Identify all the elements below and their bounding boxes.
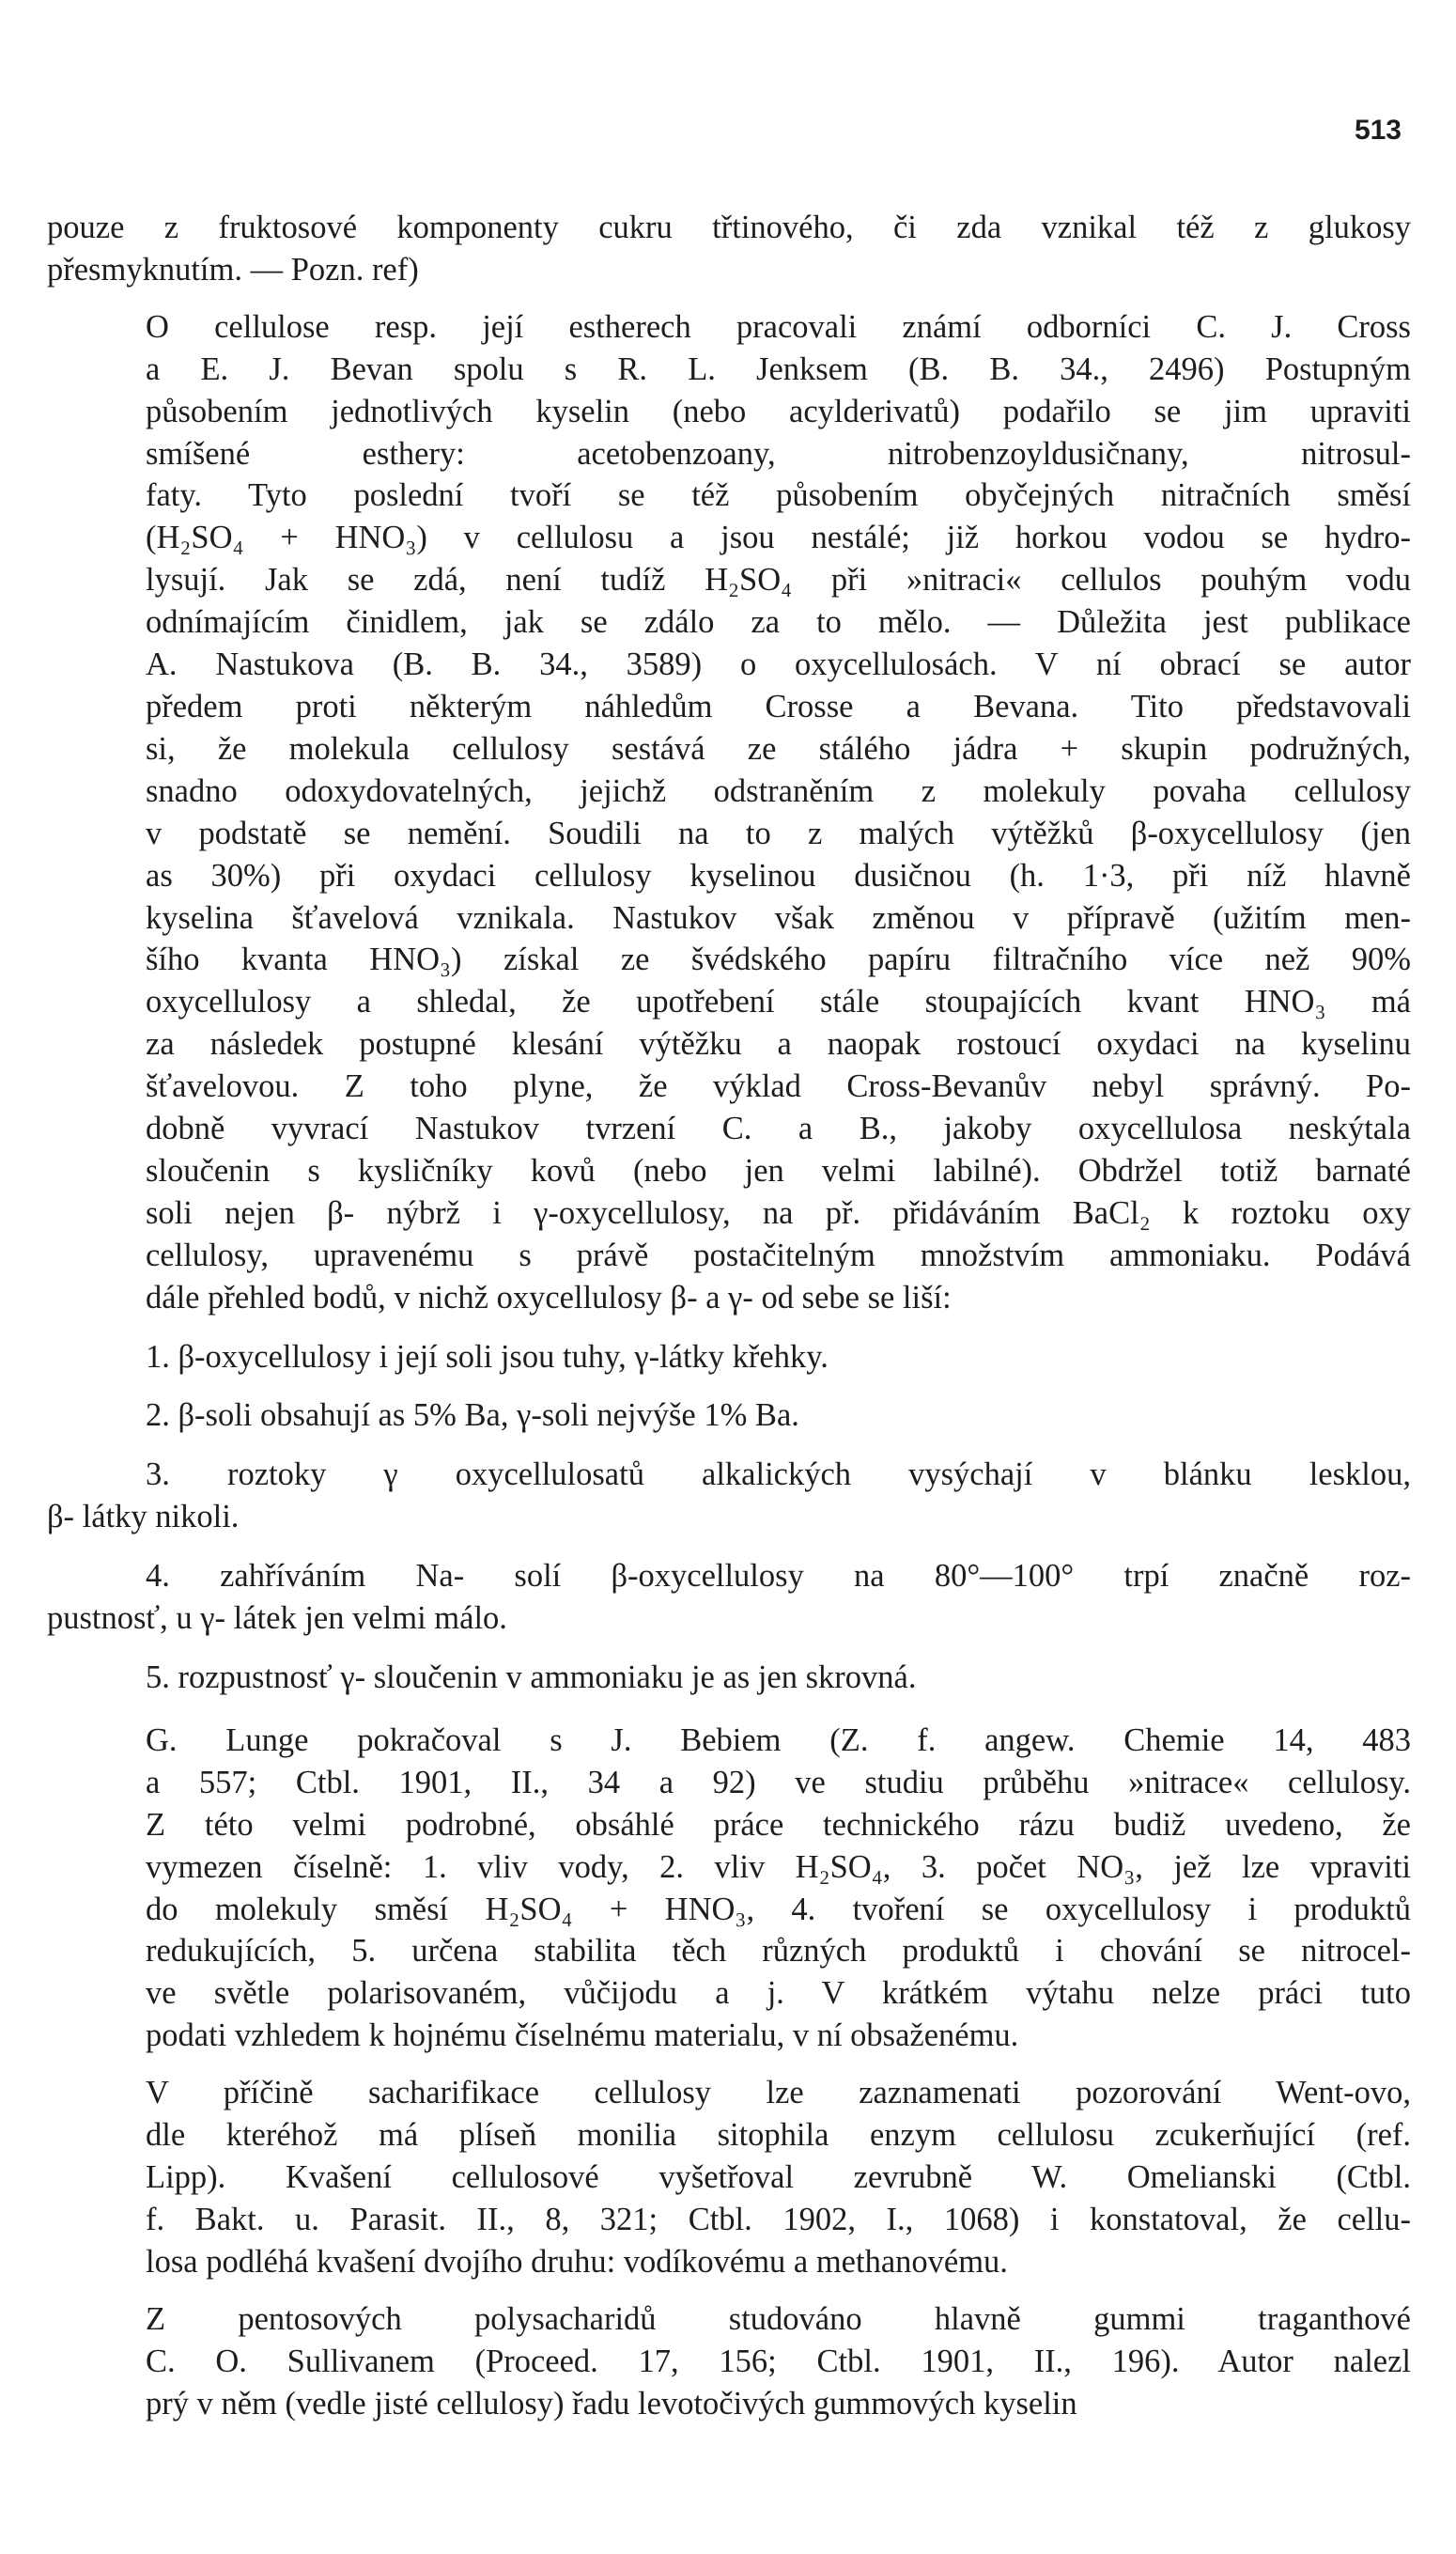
list-item-line: 3. roztoky γ oxycellulosatů alkalických vysýchají v blánku lesklou, xyxy=(146,1456,1411,1493)
text-line: šího kvanta HNO₃) získal ze švédského papíru filtračního více než 90% xyxy=(146,942,1411,978)
page-text xyxy=(47,207,1411,2424)
list-item-line: 2. β-soli obsahují as 5% Ba, γ-soli nejvýše 1% Ba. xyxy=(146,1397,799,1434)
text-line: do molekuly směsí H₂SO₄ + HNO₃, 4. tvoření se oxycellulosy i produktů xyxy=(146,1891,1411,1927)
list-item-line: β- látky nikoli. xyxy=(47,1499,240,1535)
text-line: pouze z fruktosové komponenty cukru třtinového, či zda vznikal též z glukosy xyxy=(47,210,1411,245)
paragraph-2 xyxy=(47,306,1411,1319)
text-line: odnímajícím činidlem, jak se zdálo za to mělo. — Důležita jest publikace xyxy=(146,604,1411,641)
list-item xyxy=(47,1394,1411,1437)
text-line: G. Lunge pokračoval s J. Bebiem (Z. f. angew. Chemie 14, 483 xyxy=(146,1721,1411,1758)
list-item-line: 5. rozpustnosť γ- sloučenin v ammoniaku je as jen skrovná. xyxy=(146,1659,917,1695)
text-line: lysují. Jak se zdá, není tudíž H₂SO₄ při »nitraci« cellulos pouhým vodu xyxy=(146,562,1411,599)
text-line: losa podléhá kvašení dvojího druhu: vodíkovému a methanovému. xyxy=(146,2243,1008,2280)
text-line: dále přehled bodů, v nichž oxycellulosy β- a γ- od sebe se liší: xyxy=(146,1279,952,1316)
text-line: V příčině sacharifikace cellulosy lze zaznamenati pozorování Went-ovo, xyxy=(146,2075,1411,2111)
text-line: oxycellulosy a shledal, že upotřebení stále stoupajících kvant HNO₃ má xyxy=(146,984,1411,1020)
text-line: snadno odoxydovatelných, jejichž odstraněním z molekuly povaha cellulosy xyxy=(146,772,1411,809)
text-line: si, že molekula cellulosy sestává ze stálého jádra + skupin podružných, xyxy=(146,730,1411,767)
text-line: redukujících, 5. určena stabilita těch různých produktů i chování se nitrocel- xyxy=(146,1933,1411,1970)
paragraph-4 xyxy=(47,2072,1411,2283)
list-item xyxy=(47,1336,1411,1378)
text-line: šťavelovou. Z toho plyne, že výklad Cross-Bevanův nebyl správný. Po- xyxy=(146,1068,1411,1105)
page-number: 513 xyxy=(1354,115,1402,146)
text-line: (H₂SO₄ + HNO₃) v cellulosu a jsou nestálé; již horkou vodou se hydro- xyxy=(146,520,1411,556)
text-line: O cellulose resp. její estherech pracovali známí odborníci C. J. Cross xyxy=(146,308,1411,345)
paragraph-5 xyxy=(47,2298,1411,2425)
list-item xyxy=(47,1454,1411,1538)
text-line: prý v něm (vedle jisté cellulosy) řadu levotočivých gummových kyselin xyxy=(146,2385,1077,2422)
property-list xyxy=(47,1336,1411,1699)
list-item-line: 4. zahříváním Na- solí β-oxycellulosy na 80°—100° trpí značně roz- xyxy=(146,1558,1411,1595)
text-line: dobně vyvrací Nastukov tvrzení C. a B., jakoby oxycellulosa neskýtala xyxy=(146,1111,1411,1147)
text-line: Z této velmi podrobné, obsáhlé práce technického rázu budiž uvedeno, že xyxy=(146,1806,1411,1843)
text-line: vymezen číselně: 1. vliv vody, 2. vliv H₂SO₄, 3. počet NO₃, jež lze vpraviti xyxy=(146,1848,1411,1885)
text-line: kyselina šťavelová vznikala. Nastukov však změnou v přípravě (užitím men- xyxy=(146,899,1411,936)
text-line: a 557; Ctbl. 1901, II., 34 a 92) ve studiu průběhu »nitrace« cellulosy. xyxy=(146,1764,1411,1800)
text-line: Lipp). Kvašení cellulosové vyšetřoval zevrubně W. Omelianski (Ctbl. xyxy=(146,2158,1411,2195)
text-line: A. Nastukova (B. B. 34., 3589) o oxycellulosách. V ní obrací se autor xyxy=(146,646,1411,683)
list-item-line: 1. β-oxycellulosy i její soli jsou tuhy, γ-látky křehky. xyxy=(146,1338,829,1375)
text-line: sloučenin s kysličníky kovů (nebo jen velmi labilné). Obdržel totiž barnaté xyxy=(146,1152,1411,1189)
text-line: přesmyknutím. — Pozn. ref) xyxy=(47,251,419,288)
text-line: as 30%) při oxydaci cellulosy kyselinou dusičnou (h. 1·3, při níž hlavně xyxy=(146,857,1411,894)
text-line: Z pentosových polysacharidů studováno hlavně gummi traganthové xyxy=(146,2300,1411,2337)
text-line: f. Bakt. u. Parasit. II., 8, 321; Ctbl. 1902, I., 1068) i konstatoval, že cellu- xyxy=(146,2201,1411,2237)
text-line: dle kteréhož má plíseň monilia sitophila enzym cellulosu zcukerňující (ref. xyxy=(146,2117,1411,2154)
list-item xyxy=(47,1657,1411,1699)
text-line: faty. Tyto poslední tvoří se též působením obyčejných nitračních směsí xyxy=(146,477,1411,514)
text-line: podati vzhledem k hojnému číselnému materialu, v ní obsaženému. xyxy=(146,2017,1019,2054)
text-line: smíšené esthery: acetobenzoany, nitrobenzoyldusičnany, nitrosul- xyxy=(146,435,1411,472)
text-line: za následek postupné klesání výtěžku a naopak rostoucí oxydaci na kyselinu xyxy=(146,1026,1411,1063)
text-line: C. O. Sullivanem (Proceed. 17, 156; Ctbl. 1901, II., 196). Autor nalezl xyxy=(146,2343,1411,2379)
paragraph-3 xyxy=(47,1720,1411,2057)
text-line: a E. J. Bevan spolu s R. L. Jenksem (B. B. 34., 2496) Postupným xyxy=(146,350,1411,387)
paragraph-1 xyxy=(47,207,1411,291)
list-item-line: pustnosť, u γ- látek jen velmi málo. xyxy=(47,1600,507,1637)
text-line: cellulosy, upravenému s právě postačitelným množstvím ammoniaku. Podává xyxy=(146,1237,1411,1273)
text-line: ve světle polarisovaném, vůčijodu a j. V krátkém výtahu nelze práci tuto xyxy=(146,1975,1411,2012)
text-line: předem proti některým náhledům Crosse a Bevana. Tito představovali xyxy=(146,688,1411,724)
text-line: soli nejen β- nýbrž i γ-oxycellulosy, na př. přidáváním BaCl₂ k roztoku oxy xyxy=(146,1194,1411,1231)
text-line: v podstatě se nemění. Soudili na to z malých výtěžků β-oxycellulosy (jen xyxy=(146,815,1411,851)
list-item xyxy=(47,1555,1411,1640)
text-line: působením jednotlivých kyselin (nebo acylderivatů) podařilo se jim upraviti xyxy=(146,393,1411,429)
